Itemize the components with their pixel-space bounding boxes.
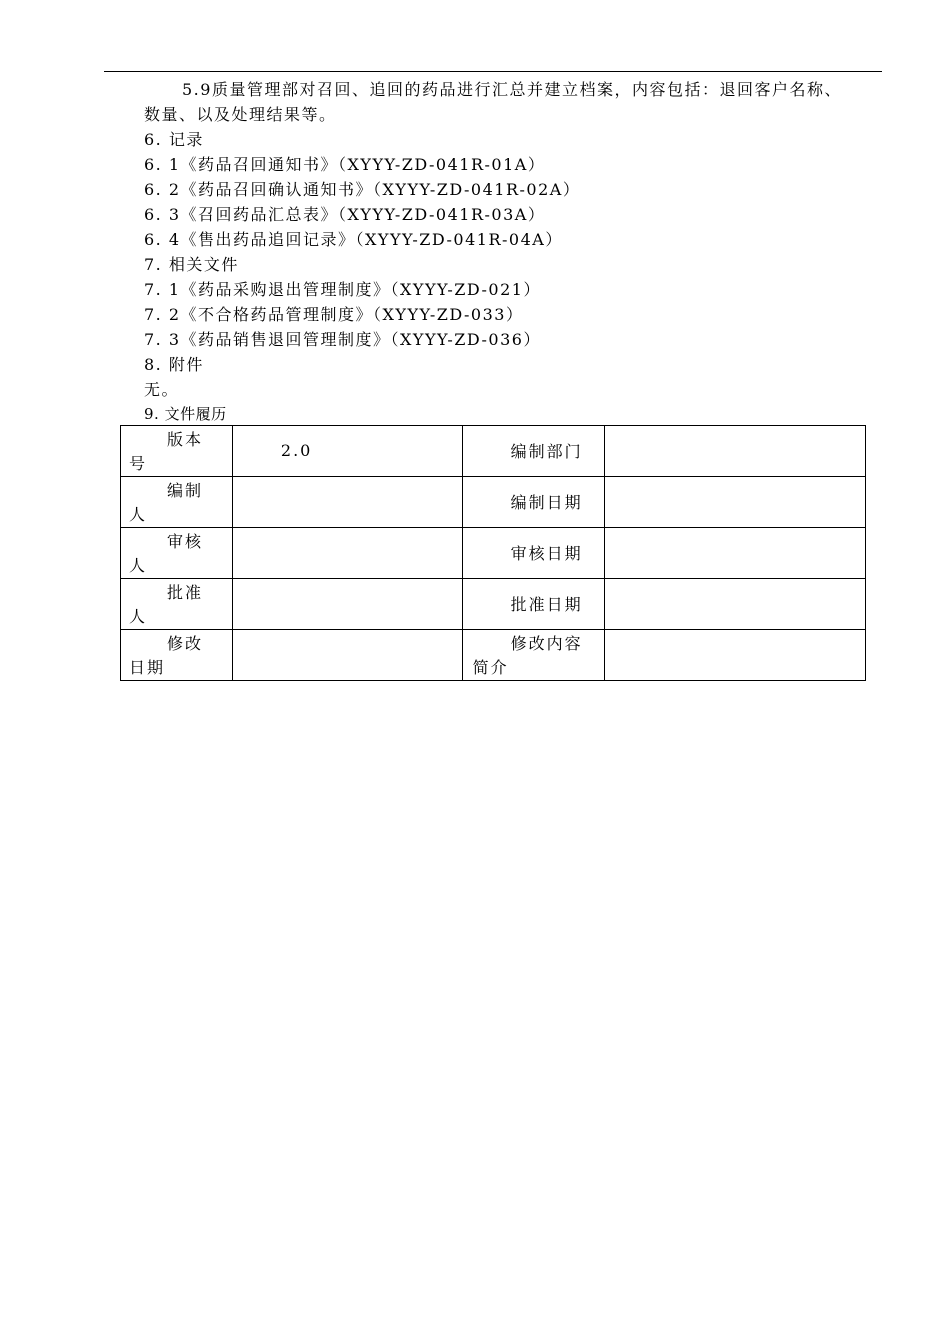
- version-value: 2.0: [280, 441, 313, 460]
- version-value-cell: [232, 426, 462, 477]
- related-doc-7-3: 7. 3《药品销售退回管理制度》（XYYY-ZD-036）: [144, 330, 541, 349]
- approver-label-cell: [121, 579, 233, 630]
- approve-date-value: [605, 579, 865, 628]
- document-history-table: [120, 425, 866, 681]
- author-date-label: 编制日期: [510, 493, 583, 512]
- review-date-label-cell: [462, 528, 605, 579]
- modify-date-label-line-1: 修改: [167, 634, 204, 653]
- approver-value-cell: [232, 579, 462, 630]
- related-doc-7-1: 7. 1《药品采购退出管理制度》（XYYY-ZD-021）: [144, 280, 541, 299]
- modify-content-label-line-2: 简介: [472, 658, 509, 677]
- dept-label: 编制部门: [510, 442, 583, 461]
- approve-date-label: 批准日期: [510, 595, 583, 614]
- review-date-value: [605, 528, 865, 577]
- reviewer-value: [233, 528, 462, 577]
- table-row: [121, 579, 866, 630]
- modify-content-value: [605, 630, 865, 679]
- reviewer-label-line-1: 审核: [167, 532, 204, 551]
- approver-value: [233, 579, 462, 628]
- author-label-line-1: 编制: [167, 481, 204, 500]
- table-row: [121, 477, 866, 528]
- author-label-cell: [121, 477, 233, 528]
- modify-content-label-line-1: 修改内容: [510, 634, 583, 653]
- record-item-6-4: 6. 4《售出药品追回记录》（XYYY-ZD-041R-04A）: [144, 230, 563, 249]
- author-value: [233, 477, 462, 526]
- approve-date-label-cell: [462, 579, 605, 630]
- reviewer-label-cell: [121, 528, 233, 579]
- document-body: [144, 77, 884, 427]
- author-value-cell: [232, 477, 462, 528]
- reviewer-value-cell: [232, 528, 462, 579]
- record-item-6-3: 6. 3《召回药品汇总表》（XYYY-ZD-041R-03A）: [144, 205, 546, 224]
- reviewer-label-line-2: 人: [129, 556, 148, 575]
- table-row: [121, 426, 866, 477]
- author-date-value: [605, 477, 865, 526]
- section-8-body: 无。: [144, 380, 180, 399]
- version-label-line-1: 版本: [167, 430, 204, 449]
- version-label-line-2: 号: [129, 454, 148, 473]
- record-item-6-1: 6. 1《药品召回通知书》（XYYY-ZD-041R-01A）: [144, 155, 546, 174]
- table-row: [121, 630, 866, 681]
- author-label-line-2: 人: [129, 505, 148, 524]
- modify-content-label-cell: [462, 630, 605, 681]
- author-date-label-cell: [462, 477, 605, 528]
- modify-date-value-cell: [232, 630, 462, 681]
- table-row: [121, 528, 866, 579]
- author-date-value-cell: [605, 477, 866, 528]
- paragraph-5-9-line-2: 数量、以及处理结果等。: [144, 105, 337, 124]
- dept-value-cell: [605, 426, 866, 477]
- section-6-title: 6. 记录: [144, 130, 204, 149]
- section-7-title: 7. 相关文件: [144, 255, 239, 274]
- dept-value: [605, 426, 865, 475]
- approve-date-value-cell: [605, 579, 866, 630]
- modify-date-label-line-2: 日期: [129, 658, 166, 677]
- version-label-cell: [121, 426, 233, 477]
- dept-label-cell: [462, 426, 605, 477]
- section-9-title: 9. 文件履历: [144, 405, 227, 423]
- related-doc-7-2: 7. 2《不合格药品管理制度》（XYYY-ZD-033）: [144, 305, 524, 324]
- paragraph-5-9-line-1: 5.9质量管理部对召回、追回的药品进行汇总并建立档案，内容包括：退回客户名称、: [182, 80, 842, 99]
- modify-content-value-cell: [605, 630, 866, 681]
- review-date-value-cell: [605, 528, 866, 579]
- review-date-label: 审核日期: [510, 544, 583, 563]
- record-item-6-2: 6. 2《药品召回确认通知书》（XYYY-ZD-041R-02A）: [144, 180, 581, 199]
- approver-label-line-1: 批准: [167, 583, 204, 602]
- modify-date-label-cell: [121, 630, 233, 681]
- modify-date-value: [233, 630, 462, 679]
- header-rule: [104, 71, 882, 72]
- section-8-title: 8. 附件: [144, 355, 204, 374]
- approver-label-line-2: 人: [129, 607, 148, 626]
